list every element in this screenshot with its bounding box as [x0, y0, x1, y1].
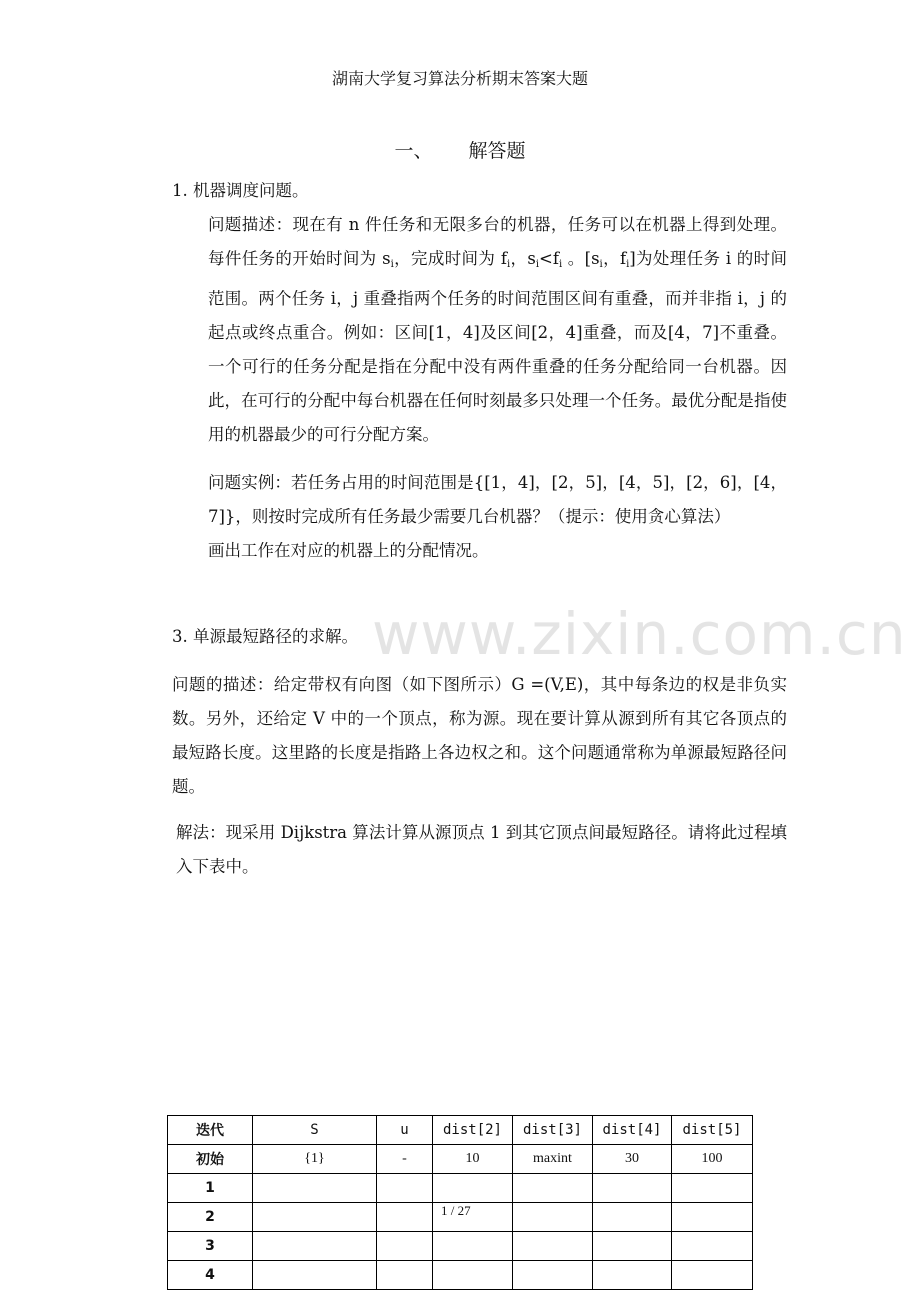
- q3-description: 问题的描述：给定带权有向图（如下图所示）G =(V,E)，其中每条边的权是非负实数。另外，还给定 V 中的一个顶点，称为源。现在要计算从源到所有其它各顶点的最短路长度。这里路的长度是指路上各边权之和。这个问题通常称为单源最短路径问题。: [172, 675, 787, 796]
- q1-description: 问题描述：现在有 n 件任务和无限多台的机器，任务可以在机器上得到处理。每件任务的开始时间为 $s_i$，完成时间为 $f_i$，$s_i<f_i$ 。[$s_i$，$f_i$]为处理任务 i 的时间范围。两个任务 i，j 重叠指两个任务的时间范围区间有重叠，而并非指 i，j 的起点或终点重合。例如：区间[1，4]及区间[2，4]重叠，而及[4，7]不重叠。一个可行的任务分配是指在分配中没有两件重叠的任务分配给同一台机器。因此，在可行的分配中每台机器在任何时刻最多只处理一个任务。最优分配是指使用的机器最少的可行分配方案。: [208, 215, 787, 444]
- cell-s: [253, 1232, 377, 1261]
- section-number: 一、: [394, 140, 433, 162]
- cell-dist2: 10: [433, 1145, 513, 1174]
- row-label: 4: [168, 1261, 253, 1290]
- section-heading: [0, 136, 920, 163]
- cell-dist2: 1 / 27: [433, 1203, 513, 1232]
- table-row: [168, 1232, 753, 1261]
- cell-dist2: [433, 1174, 513, 1203]
- cell-s: [253, 1261, 377, 1290]
- table-row: [168, 1203, 753, 1232]
- cell-u: [377, 1232, 433, 1261]
- q1-example: 问题实例：若任务占用的时间范围是{[1，4]，[2，5]，[4，5]，[2，6]，[4，7]}，则按时完成所有任务最少需要几台机器？（提示：使用贪心算法）: [208, 473, 787, 526]
- header-iteration: 迭代: [168, 1116, 253, 1145]
- cell-dist4: [593, 1261, 672, 1290]
- header-dist4: dist[4]: [593, 1116, 672, 1145]
- table-row: [168, 1261, 753, 1290]
- cell-dist5: [672, 1261, 753, 1290]
- cell-dist3: [513, 1174, 593, 1203]
- cell-s: [253, 1174, 377, 1203]
- table-header-row: [168, 1116, 753, 1145]
- cell-u: -: [377, 1145, 433, 1174]
- watermark: www.zixin.com.cn: [372, 600, 907, 668]
- dijkstra-table: [167, 1115, 753, 1290]
- table-row: [168, 1145, 753, 1174]
- header-s: S: [253, 1116, 377, 1145]
- table-row: [168, 1174, 753, 1203]
- row-label: 2: [168, 1203, 253, 1232]
- row-label: 初始: [168, 1145, 253, 1174]
- cell-dist4: 30: [593, 1145, 672, 1174]
- cell-dist2: [433, 1232, 513, 1261]
- cell-s: [253, 1203, 377, 1232]
- cell-dist4: [593, 1232, 672, 1261]
- q1-draw-instruction: 画出工作在对应的机器上的分配情况。: [208, 541, 489, 560]
- cell-dist5: [672, 1203, 753, 1232]
- cell-u: [377, 1203, 433, 1232]
- cell-dist3: [513, 1203, 593, 1232]
- row-label: 1: [168, 1174, 253, 1203]
- header-dist3: dist[3]: [513, 1116, 593, 1145]
- cell-dist4: [593, 1203, 672, 1232]
- q3-solution: 解法：现采用 Dijkstra 算法计算从源顶点 1 到其它顶点间最短路径。请将此过程填入下表中。: [176, 823, 787, 876]
- q3-title: 3. 单源最短路径的求解。: [172, 627, 358, 646]
- cell-dist3: [513, 1261, 593, 1290]
- cell-dist5: 100: [672, 1145, 753, 1174]
- cell-u: [377, 1261, 433, 1290]
- row-label: 3: [168, 1232, 253, 1261]
- header-dist5: dist[5]: [672, 1116, 753, 1145]
- header-dist2: dist[2]: [433, 1116, 513, 1145]
- document-title: 湖南大学复习算法分析期末答案大题: [331, 69, 588, 88]
- cell-s: {1}: [253, 1145, 377, 1174]
- q1-title: 1. 机器调度问题。: [172, 181, 309, 200]
- cell-dist3: [513, 1232, 593, 1261]
- cell-dist5: [672, 1174, 753, 1203]
- cell-dist4: [593, 1174, 672, 1203]
- header-u: u: [377, 1116, 433, 1145]
- cell-u: [377, 1174, 433, 1203]
- section-title: 解答题: [468, 140, 526, 162]
- cell-dist2: [433, 1261, 513, 1290]
- cell-dist3: maxint: [513, 1145, 593, 1174]
- cell-dist5: [672, 1232, 753, 1261]
